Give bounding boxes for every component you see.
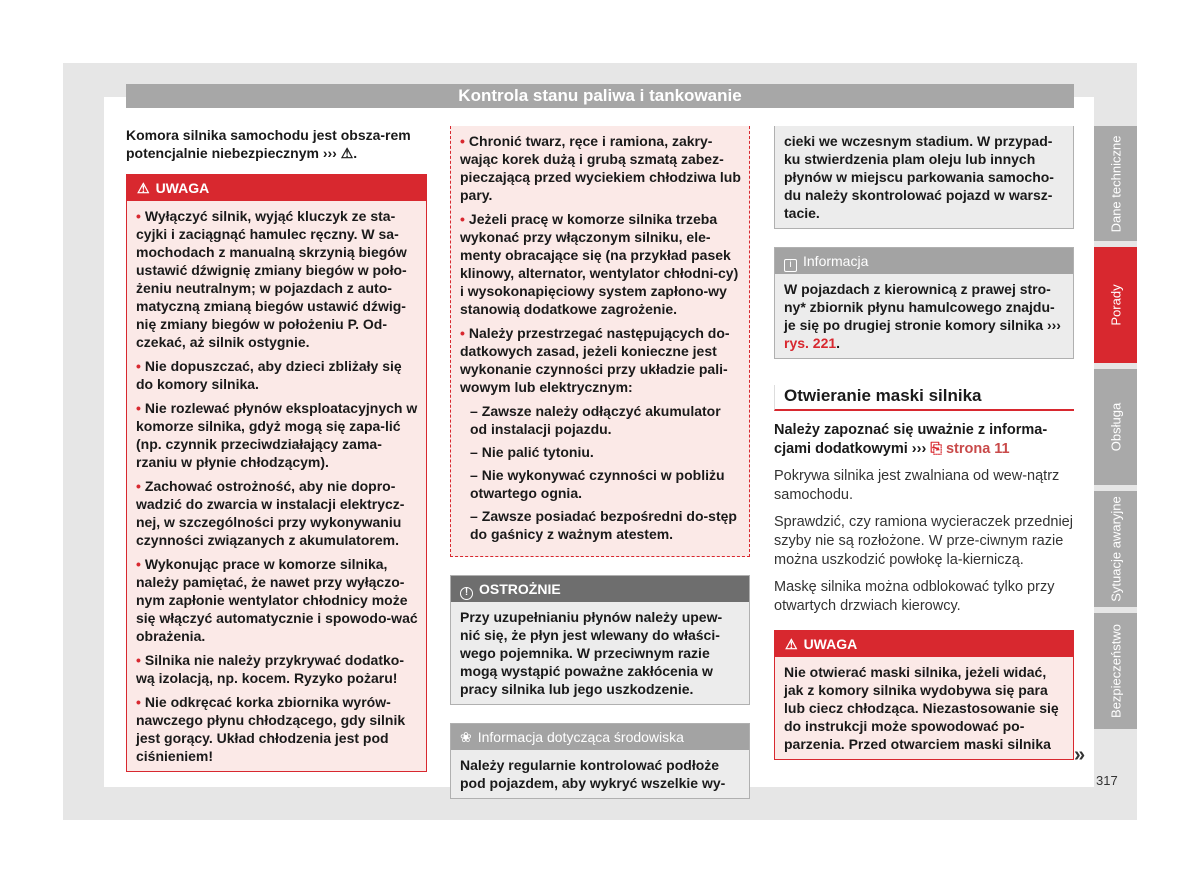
warning-item: • Chronić twarz, ręce i ramiona, zakry-wając korek dużą i grubą szmatą zabez-pieczającą przed wyciekiem chłodziwa lub pary.: [460, 133, 741, 203]
section-title: Otwieranie maski silnika: [774, 385, 1074, 411]
warning-item: • Silnika nie należy przykrywać dodatko-wą izolacją, np. kocem. Ryzyko pożaru!: [136, 652, 404, 686]
page-title: Kontrola stanu paliwa i tankowanie: [126, 84, 1074, 108]
info-box: [774, 247, 1074, 359]
page-link[interactable]: strona 11: [945, 441, 1010, 457]
info-header: [775, 248, 1073, 274]
lead-text: Należy zapoznać się uważnie z informa-cjami dodatkowymi ››› ⎘ strona 11: [774, 422, 1048, 457]
info-body: W pojazdach z kierownicą z prawej stro-ny* zbiornik płynu hamulcowego znajdu-je się po drugiej stronie komory silnika ››› rys. 221.: [784, 281, 1061, 351]
bullet-icon: •: [136, 694, 141, 710]
warning-header: [775, 631, 1073, 657]
bullet-icon: •: [136, 400, 141, 416]
warning-body: Nie otwierać maski silnika, jeżeli widać, jak z komory silnika wydobywa się para lub ciecz chłodząca. Niezastosowanie się do instrukcji może spowodować po-parzenia. Przed otwarciem maski silnika: [784, 664, 1059, 752]
column-left: [126, 126, 427, 772]
warning-box: [126, 174, 427, 772]
caution-header: [451, 576, 749, 602]
tab-porady[interactable]: Porady: [1094, 247, 1137, 363]
bullet-icon: •: [460, 211, 465, 227]
caution-title: OSTROŻNIE: [479, 581, 561, 597]
page-number: 317: [1096, 773, 1118, 788]
warning-item: • Wyłączyć silnik, wyjąć kluczyk ze sta-cyjki i zaciągnąć hamulec ręczny. W sa-mochodach z manualną skrzynią biegów ustawić dźwignię zmiany biegów w poło-żeniu neutralnym; w pojazdach z auto-matyczną zmianą biegów ustawić dźwig-nię zmiany biegów w położeniu P. Od-czekać, aż silnik ostygnie.: [136, 208, 407, 350]
caution-body: Przy uzupełnianiu płynów należy upew-nić się, że płyn jest wlewany do właści-wego pojemnika. W przeciwnym razie mogą wystąpić poważne zakłócenia w pracy silnika lub jego uszkodzenie.: [460, 609, 723, 697]
warning-title: UWAGA: [803, 636, 858, 652]
warning-item: • Jeżeli pracę w komorze silnika trzeba wykonać przy włączonym silniku, ele-menty obracające się (na przykład pasek klinowy, alternator, wentylator chłodni-cy) i wysokonapięciowy system zapłono-wy stanowią dodatkowe zagrożenie.: [460, 211, 739, 317]
bullet-icon: •: [136, 478, 141, 494]
environment-body: Należy regularnie kontrolować podłoże pod pojazdem, aby wykryć wszelkie wy-: [460, 757, 726, 791]
flower-icon: ❀: [460, 729, 472, 745]
warning-item: • Wykonując prace w komorze silnika, należy pamiętać, że nawet przy wyłączo-nym zapłonie wentylator chłodnicy może się włączyć automatycznie i spowodo-wać obrażenia.: [136, 556, 418, 644]
info-title: Informacja: [803, 253, 869, 269]
warning-item: • Nie dopuszczać, aby dzieci zbliżały się do komory silnika.: [136, 358, 402, 392]
continue-marker: »: [1074, 744, 1086, 766]
tab-sytuacje-awaryjne[interactable]: Sytuacje awaryjne: [1094, 491, 1137, 607]
caution-box: [450, 575, 750, 705]
intro-text: Komora silnika samochodu jest obsza-rem potencjalnie niebezpiecznym ››› ⚠.: [126, 127, 411, 161]
sub-item: – Nie palić tytoniu.: [470, 444, 594, 460]
paragraph: Sprawdzić, czy ramiona wycieraczek przedniej szyby nie są rozłożone. W prze-ciwnym razie można uszkodzić powłokę la-kierniczą.: [774, 514, 1073, 568]
warning-triangle-icon: ⚠: [785, 636, 798, 652]
warning-header: [127, 175, 426, 201]
warning-triangle-icon: ⚠: [137, 180, 150, 196]
bullet-icon: •: [460, 325, 465, 341]
sub-item: – Zawsze należy odłączyć akumulator od instalacji pojazdu.: [470, 403, 721, 437]
environment-header: [451, 724, 749, 750]
warning-item: • Należy przestrzegać następujących do-datkowych zasad, jeżeli konieczne jest wykonanie czynności przy układzie pali-wowym lub elektrycznym:: [460, 325, 730, 395]
tab-bezpieczenstwo[interactable]: Bezpieczeństwo: [1094, 613, 1137, 729]
warning-item: • Zachować ostrożność, aby nie dopro-wadzić do zwarcia w instalacji elektrycz-nej, w szczególności przy wykonywaniu czynności związanych z akumulatorem.: [136, 478, 405, 548]
bullet-icon: •: [136, 556, 141, 572]
exclamation-icon: !: [460, 587, 473, 600]
tab-obsluga[interactable]: Obsługa: [1094, 369, 1137, 485]
warning-box-2: [774, 630, 1074, 760]
paragraph: Maskę silnika można odblokować tylko przy otwartych drzwiach kierowcy.: [774, 579, 1055, 614]
warning-item: • Nie odkręcać korka zbiornika wyrów-nawczego płynu chłodzącego, gdy silnik jest gorący. Układ chłodzenia jest pod ciśnieniem!: [136, 694, 406, 764]
bullet-icon: •: [460, 133, 465, 149]
figure-link[interactable]: rys. 221: [784, 335, 837, 351]
info-icon: i: [784, 259, 797, 272]
environment-continuation-box: [774, 126, 1074, 229]
sub-item: – Nie wykonywać czynności w pobliżu otwartego ognia.: [470, 467, 725, 501]
environment-continuation-text: cieki we wczesnym stadium. W przypad-ku stwierdzenia plam oleju lub innych płynów w miejscu parkowania samocho-du należy skontrolować pojazd w warsz-tacie.: [784, 133, 1054, 221]
warning-title: UWAGA: [155, 180, 210, 196]
warning-body: [127, 201, 426, 771]
sub-item: – Zawsze posiadać bezpośredni do-stęp do gaśnicy z ważnym atestem.: [470, 508, 737, 542]
environment-title: Informacja dotycząca środowiska: [477, 729, 684, 745]
tab-dane-techniczne[interactable]: Dane techniczne: [1094, 126, 1137, 241]
column-middle: [450, 126, 750, 799]
warning-item: • Nie rozlewać płynów eksploatacyjnych w komorze silnika, gdyż mogą się zapa-lić (np. czynnik przeciwdziałający zama-rzaniu w płynie chłodzącym).: [136, 400, 418, 470]
warning-continuation-box: [450, 126, 750, 557]
bullet-icon: •: [136, 358, 141, 374]
paragraph: Pokrywa silnika jest zwalniana od wew-nątrz samochodu.: [774, 468, 1060, 503]
bullet-icon: •: [136, 652, 141, 668]
page-ref-icon: ⎘: [930, 441, 942, 457]
column-right: [774, 126, 1074, 760]
bullet-icon: •: [136, 208, 141, 224]
environment-box: [450, 723, 750, 799]
